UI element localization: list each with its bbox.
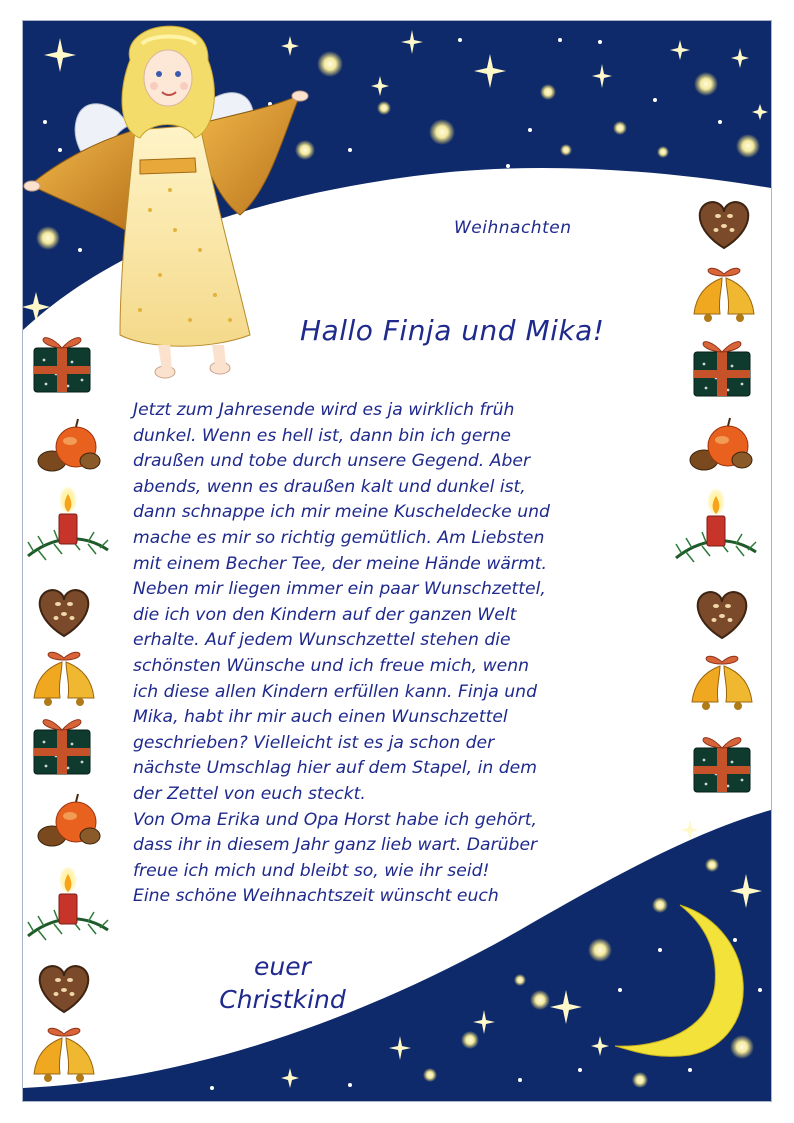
signature-line-2: Christkind <box>219 985 346 1014</box>
gift-icon <box>34 338 90 392</box>
gingerbread-heart-icon <box>40 590 89 636</box>
body-line: Von Oma Erika und Opa Horst habe ich gehört, <box>133 809 537 830</box>
body-line: dass ihr in diesem Jahr ganz lieb wart. Darüber <box>133 835 538 856</box>
date-line: Weihnachten <box>454 218 572 238</box>
body-line: ich diese allen Kindern erfüllen kann. Finja und <box>133 681 537 702</box>
body-line: abends, wenn es draußen kalt und dunkel ist, <box>133 476 526 497</box>
greeting: Hallo Finja und Mika! <box>300 314 605 347</box>
apple-nuts-icon <box>38 794 100 846</box>
bells-icon <box>692 656 752 710</box>
body-line: dunkel. Wenn es hell ist, dann bin ich gerne <box>133 425 511 446</box>
gift-icon <box>694 342 750 396</box>
apple-nuts-icon <box>690 418 752 470</box>
gift-icon <box>34 720 90 774</box>
body-line: nächste Umschlag hier auf dem Stapel, in dem <box>133 758 537 779</box>
body-line: draußen und tobe durch unsere Gegend. Aber <box>133 451 531 472</box>
body-line: Eine schöne Weihnachtszeit wünscht euch <box>133 886 499 907</box>
candle-icon <box>28 486 108 560</box>
bells-icon <box>34 1028 94 1082</box>
body-line: Mika, habt ihr mir auch einen Wunschzettel <box>133 707 508 728</box>
gingerbread-heart-icon <box>40 966 89 1012</box>
body-line: erhalte. Auf jedem Wunschzettel stehen die <box>133 630 511 651</box>
body-line: der Zettel von euch steckt. <box>133 783 366 804</box>
bells-icon <box>694 268 754 322</box>
gingerbread-heart-icon <box>698 592 747 638</box>
left-decor-column <box>28 338 108 1082</box>
body-line: mache es mir so richtig gemütlich. Am Liebsten <box>133 527 545 548</box>
body-line: geschrieben? Vielleicht ist es ja schon der <box>133 732 495 753</box>
candle-icon <box>28 866 108 940</box>
candle-icon <box>676 488 756 562</box>
body-line: dann schnappe ich mir meine Kuscheldecke und <box>133 502 550 523</box>
body-line: freue ich mich und bleibt so, wie ihr seid! <box>133 860 490 881</box>
body-line: mit einem Becher Tee, der meine Hände wärmt. <box>133 553 547 574</box>
gift-icon <box>694 738 750 792</box>
letter-body <box>133 398 653 910</box>
gingerbread-heart-icon <box>700 202 749 248</box>
signature-line-1: euer <box>254 952 311 981</box>
apple-nuts-icon <box>38 419 100 471</box>
body-line: Jetzt zum Jahresende wird es ja wirklich früh <box>133 400 515 420</box>
bells-icon <box>34 652 94 706</box>
body-line: Neben mir liegen immer ein paar Wunschzettel, <box>133 579 546 600</box>
body-line: die ich von den Kindern auf der ganzen Welt <box>133 604 517 625</box>
body-line: schönsten Wünsche und ich freue mich, wenn <box>133 655 530 676</box>
right-decor-column <box>676 202 756 792</box>
